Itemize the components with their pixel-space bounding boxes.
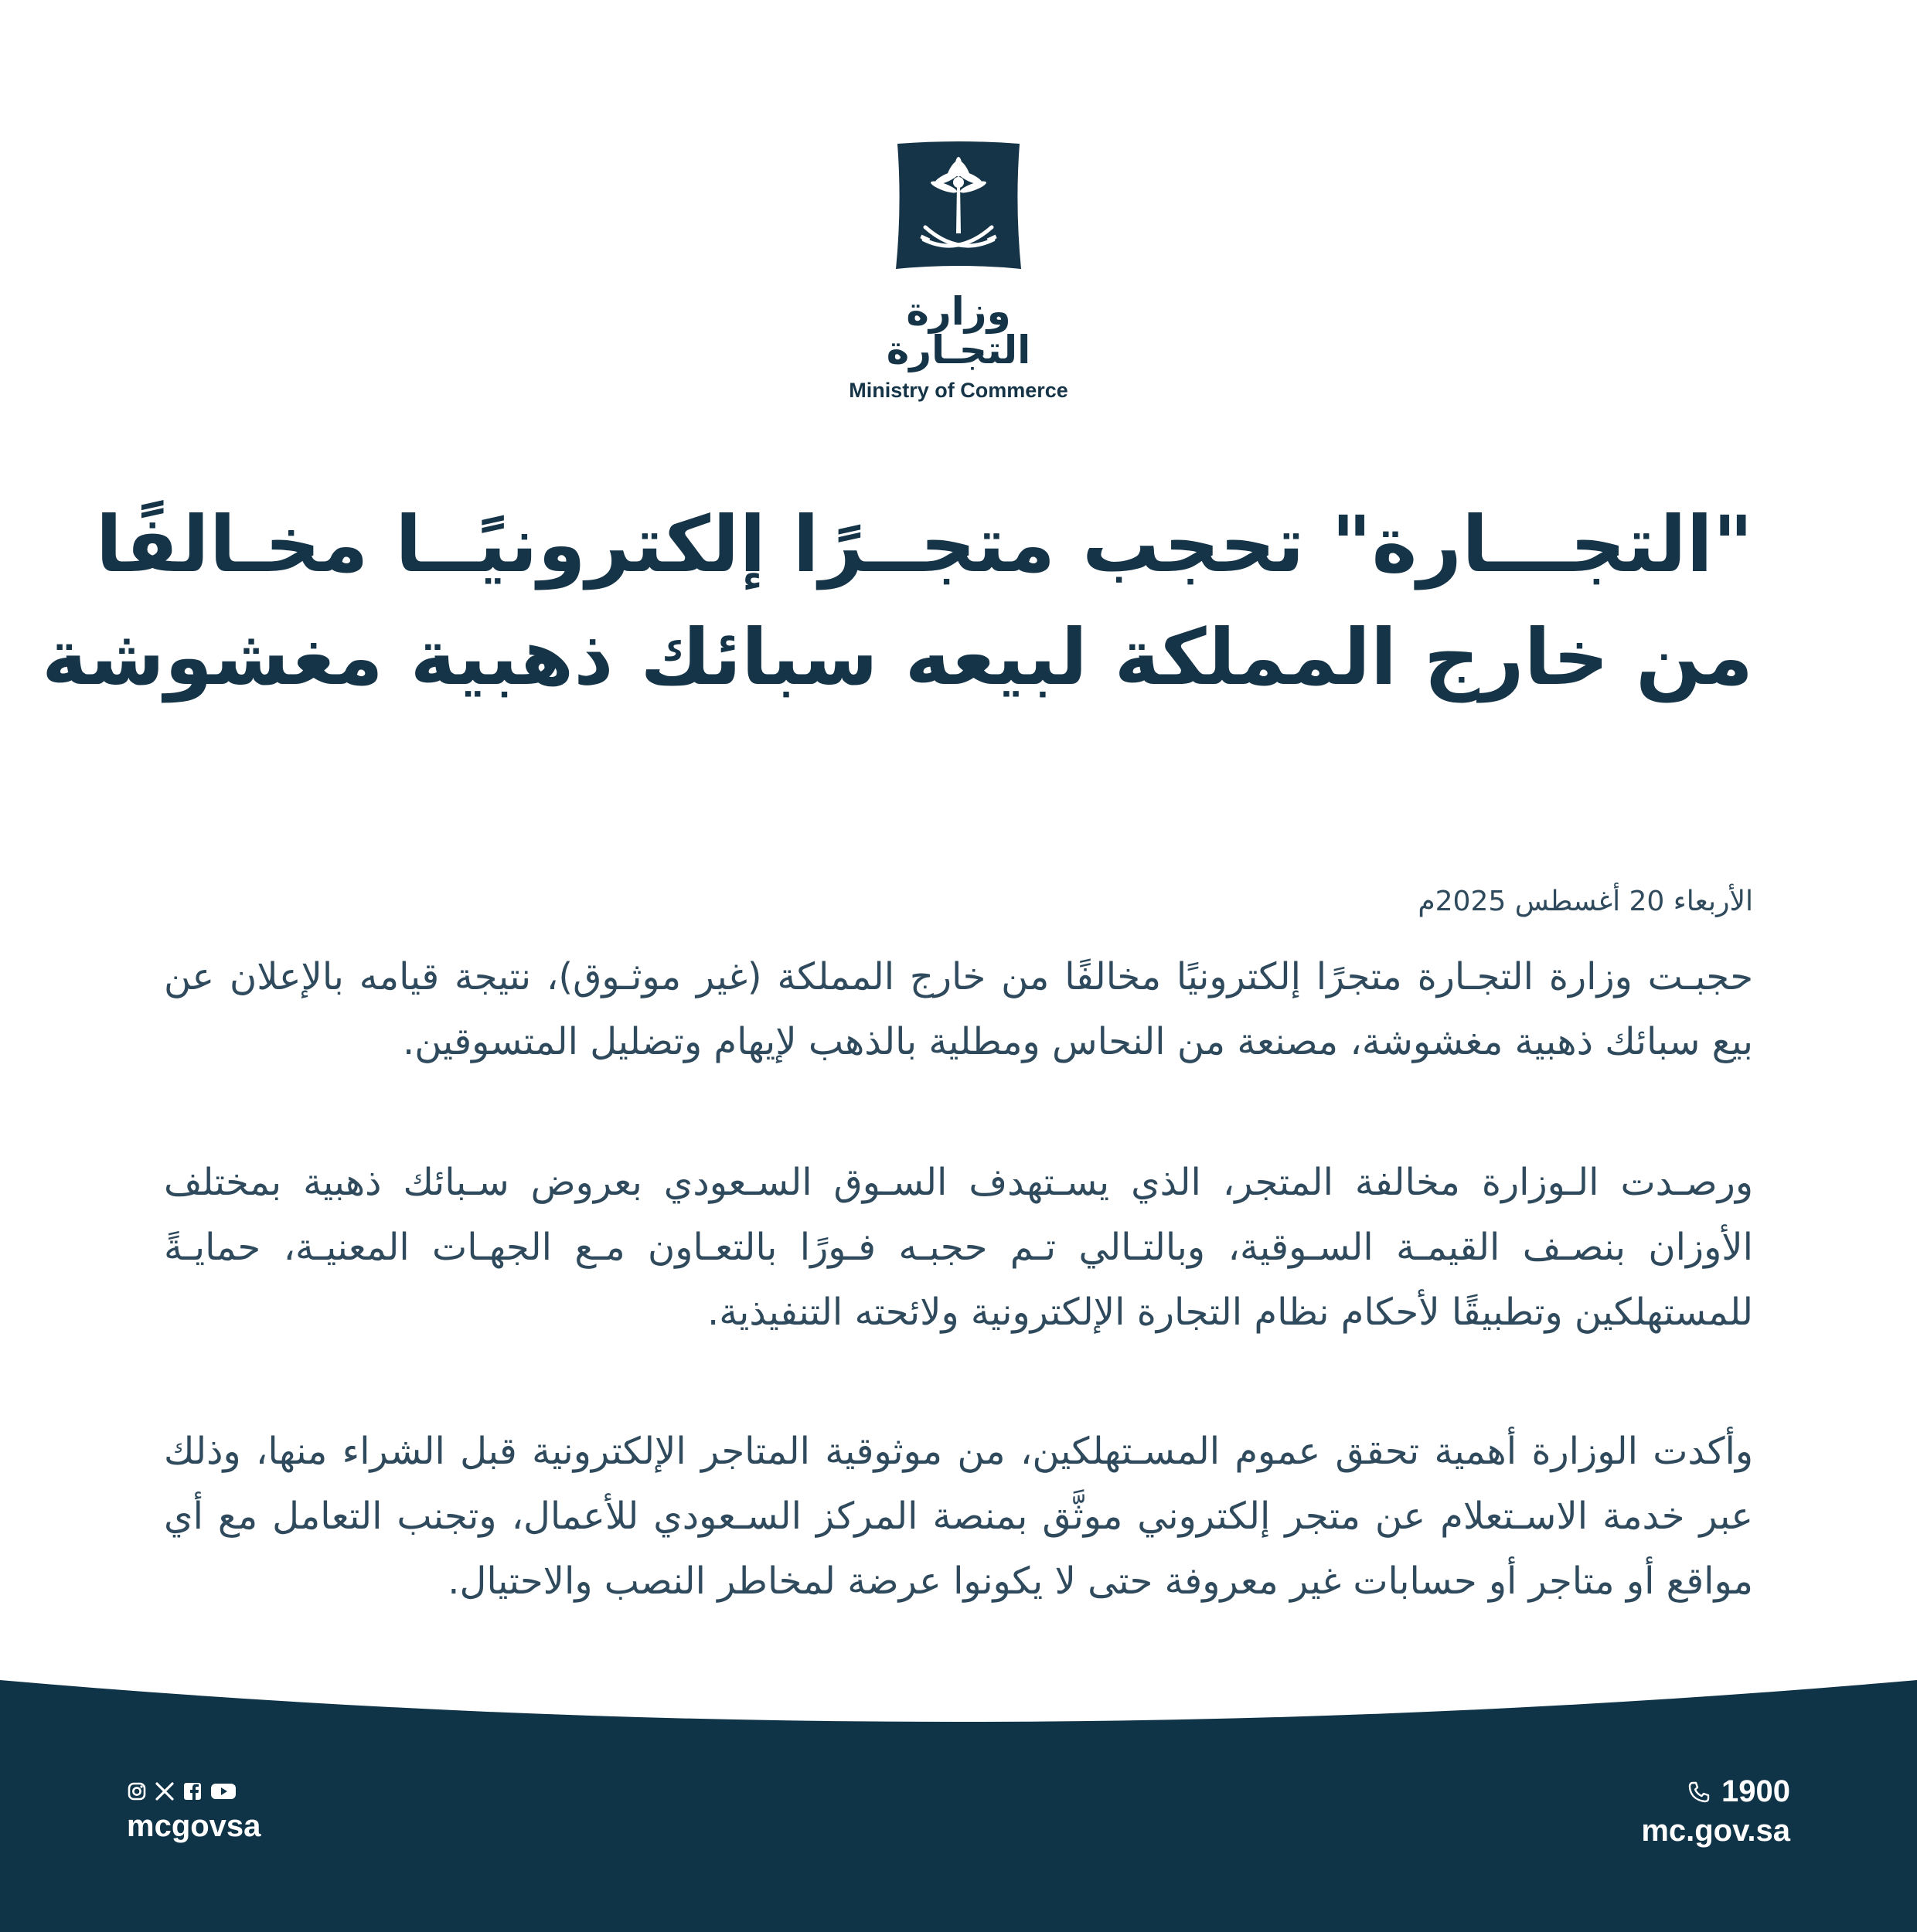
footer-band (0, 1677, 1917, 1932)
instagram-icon[interactable] (127, 1781, 147, 1801)
headline-line: من خارج المملكة لبيعه سبائك ذهبية مغشوشة (42, 612, 1753, 702)
page-title (42, 488, 1753, 714)
body-paragraph: وأكدت الوزارة أهمية تحقق عموم المسـتهلكين، من موثوقية المتاجر الإلكترونية قبل الشراء منها، وذلك عبر خدمة الاسـتعلام عن متجر إلكتروني موثَّق بمنصة المركز السـعودي للأعمال، وتجنب التعامل مع أي مواقع أو متاجر أو حسابات غير معروفة حتى لا يكونوا عرضة لمخاطر النصب والاحتيال. (164, 1430, 1753, 1603)
logo-text-english: Ministry of Commerce (849, 379, 1068, 402)
saudi-emblem-icon (893, 141, 1024, 272)
x-icon[interactable] (155, 1781, 175, 1801)
publish-date: الأربعاء 20 أغسطس 2025م (1418, 886, 1753, 917)
logo-text-arabic: وزارة التجـارة (886, 289, 1031, 372)
phone-icon (1687, 1781, 1711, 1804)
body-paragraph: حجبـت وزارة التجـارة متجرًا إلكترونيًا مخالفًا من خارج المملكة (غير موثـوق)، نتيجة قيامه بالإعلان عن بيع سبائك ذهبية مغشوشة، مصنعة من النحاس ومطلية بالذهب لإيهام وتضليل المتسوقين. (164, 955, 1753, 1063)
ministry-logo (839, 141, 1078, 403)
contact-info (1641, 1774, 1790, 1849)
youtube-icon[interactable] (210, 1781, 237, 1801)
website-link[interactable]: mc.gov.sa (1641, 1814, 1790, 1848)
social-handle[interactable]: mcgovsa (127, 1809, 261, 1843)
phone-number[interactable]: 1900 (1721, 1774, 1790, 1808)
headline-line: "التجـــارة" تحجب متجــرًا إلكترونيًــا مخـالفًا (95, 499, 1753, 590)
facebook-icon[interactable] (182, 1781, 203, 1801)
body-paragraph: ورصـدت الـوزارة مخالفة المتجر، الذي يسـتهدف السـوق السـعودي بعروض سـبائك ذهبية بمختلف الأوزان بنصـف القيمـة السـوقية، وبالتـالي تـم حجبـه فـورًا بالتعـاون مـع الجهـات المعنيـة، حمايـةً للمستهلكين وتطبيقًا لأحكام نظام التجارة الإلكترونية ولائحته التنفيذية. (164, 1161, 1753, 1334)
social-links (127, 1780, 260, 1844)
